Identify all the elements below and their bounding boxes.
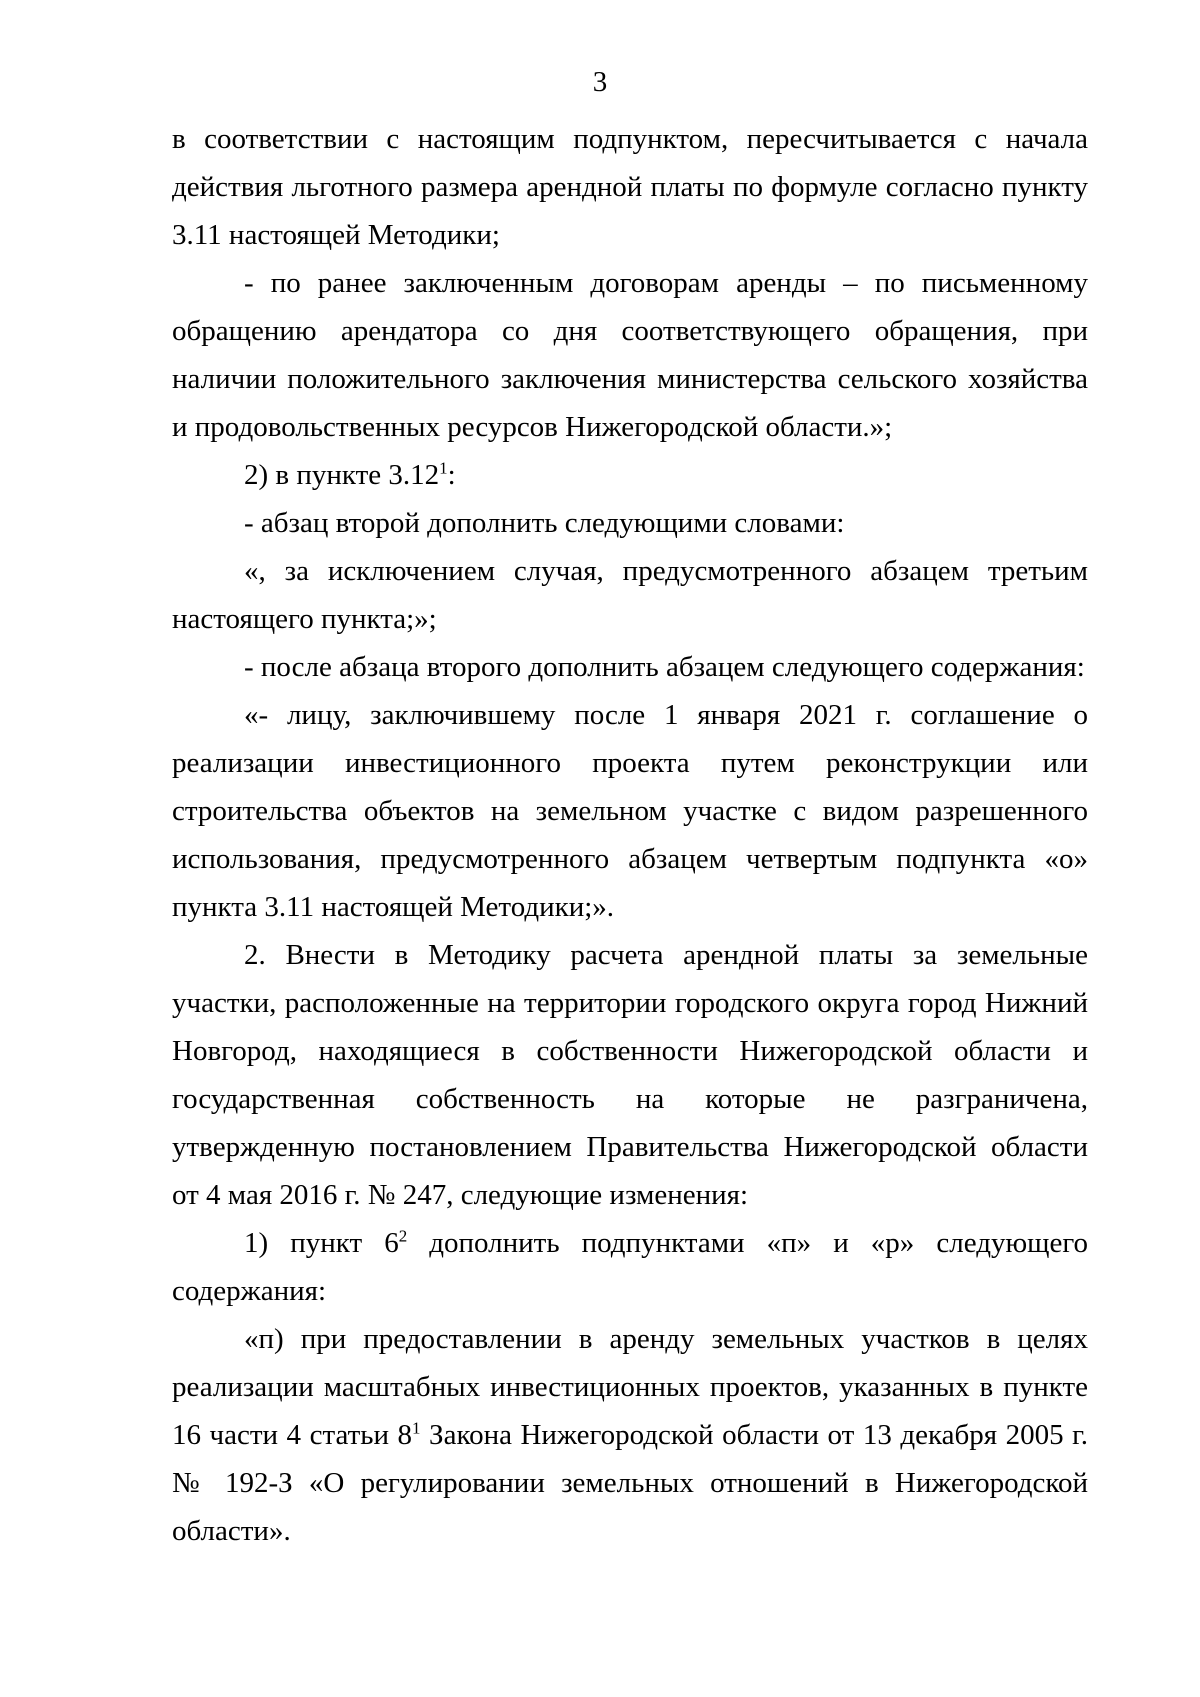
superscript-1: 1: [439, 458, 448, 478]
superscript-article-8: 1: [412, 1418, 421, 1438]
paragraph-item-6-2-text: 1) пункт 6: [244, 1227, 399, 1259]
superscript-2: 2: [398, 1226, 408, 1246]
paragraph-item-6-2: [172, 1219, 1088, 1315]
paragraph-item-2: [172, 451, 1088, 499]
paragraph-continuation: в соответствии с настоящим подпунктом, пересчитывается с начала действия льготного размера арендной платы по формуле согласно пункту 3.11 настоящей Методики;: [172, 123, 1088, 251]
paragraph-item-6-2-tail: дополнить подпунктами «п» и «р» следующего содержания:: [172, 1227, 1088, 1307]
paragraph-after-abzac-two: - после абзаца второго дополнить абзацем следующего содержания:: [244, 651, 1085, 683]
paragraph-item-2-tail: :: [447, 459, 456, 491]
paragraph-earlier-contracts: - по ранее заключенным договорам аренды – по письменному обращению арендатора со дня соответствующего обращения, при наличии положительного заключения министерства сельского хозяйства и продовольственных ресурсов Нижегородской области.»;: [172, 267, 1088, 443]
paragraph-exception-quote: «, за исключением случая, предусмотренного абзацем третьим настоящего пункта;»;: [172, 555, 1088, 635]
page-number: 3: [592, 66, 608, 98]
document-body: [172, 115, 1088, 1555]
paragraph-subitem-p-tail: Закона Нижегородской области от 13 декабря 2005 г. № 192-З «О регулировании земельных отношений в Нижегородской области».: [172, 1419, 1088, 1547]
paragraph-subitem-p: [172, 1315, 1088, 1555]
paragraph-person-quote: «- лицу, заключившему после 1 января 2021 г. соглашение о реализации инвестиционного проекта путем реконструкции или строительства объектов на земельном участке с видом разрешенного использования, предусмотренного абзацем четвертым подпункта «о» пункта 3.11 настоящей Методики;».: [172, 699, 1088, 923]
paragraph-item-2-text: 2) в пункте 3.12: [244, 459, 440, 491]
paragraph-abzac-two: - абзац второй дополнить следующими словами:: [244, 507, 845, 539]
paragraph-subitem-p-text: «п) при предоставлении в аренду земельных участков в целях реализации масштабных инвестиционных проектов, указанных в пункте 16 части 4 статьи 8: [172, 1323, 1088, 1451]
paragraph-section-2: 2. Внести в Методику расчета арендной платы за земельные участки, расположенные на территории городского округа город Нижний Новгород, находящиеся в собственности Нижегородской области и государственная собственность на которые не разграничена, утвержденную постановлением Правительства Нижегородской области от 4 мая 2016 г. № 247, следующие изменения:: [172, 939, 1088, 1211]
